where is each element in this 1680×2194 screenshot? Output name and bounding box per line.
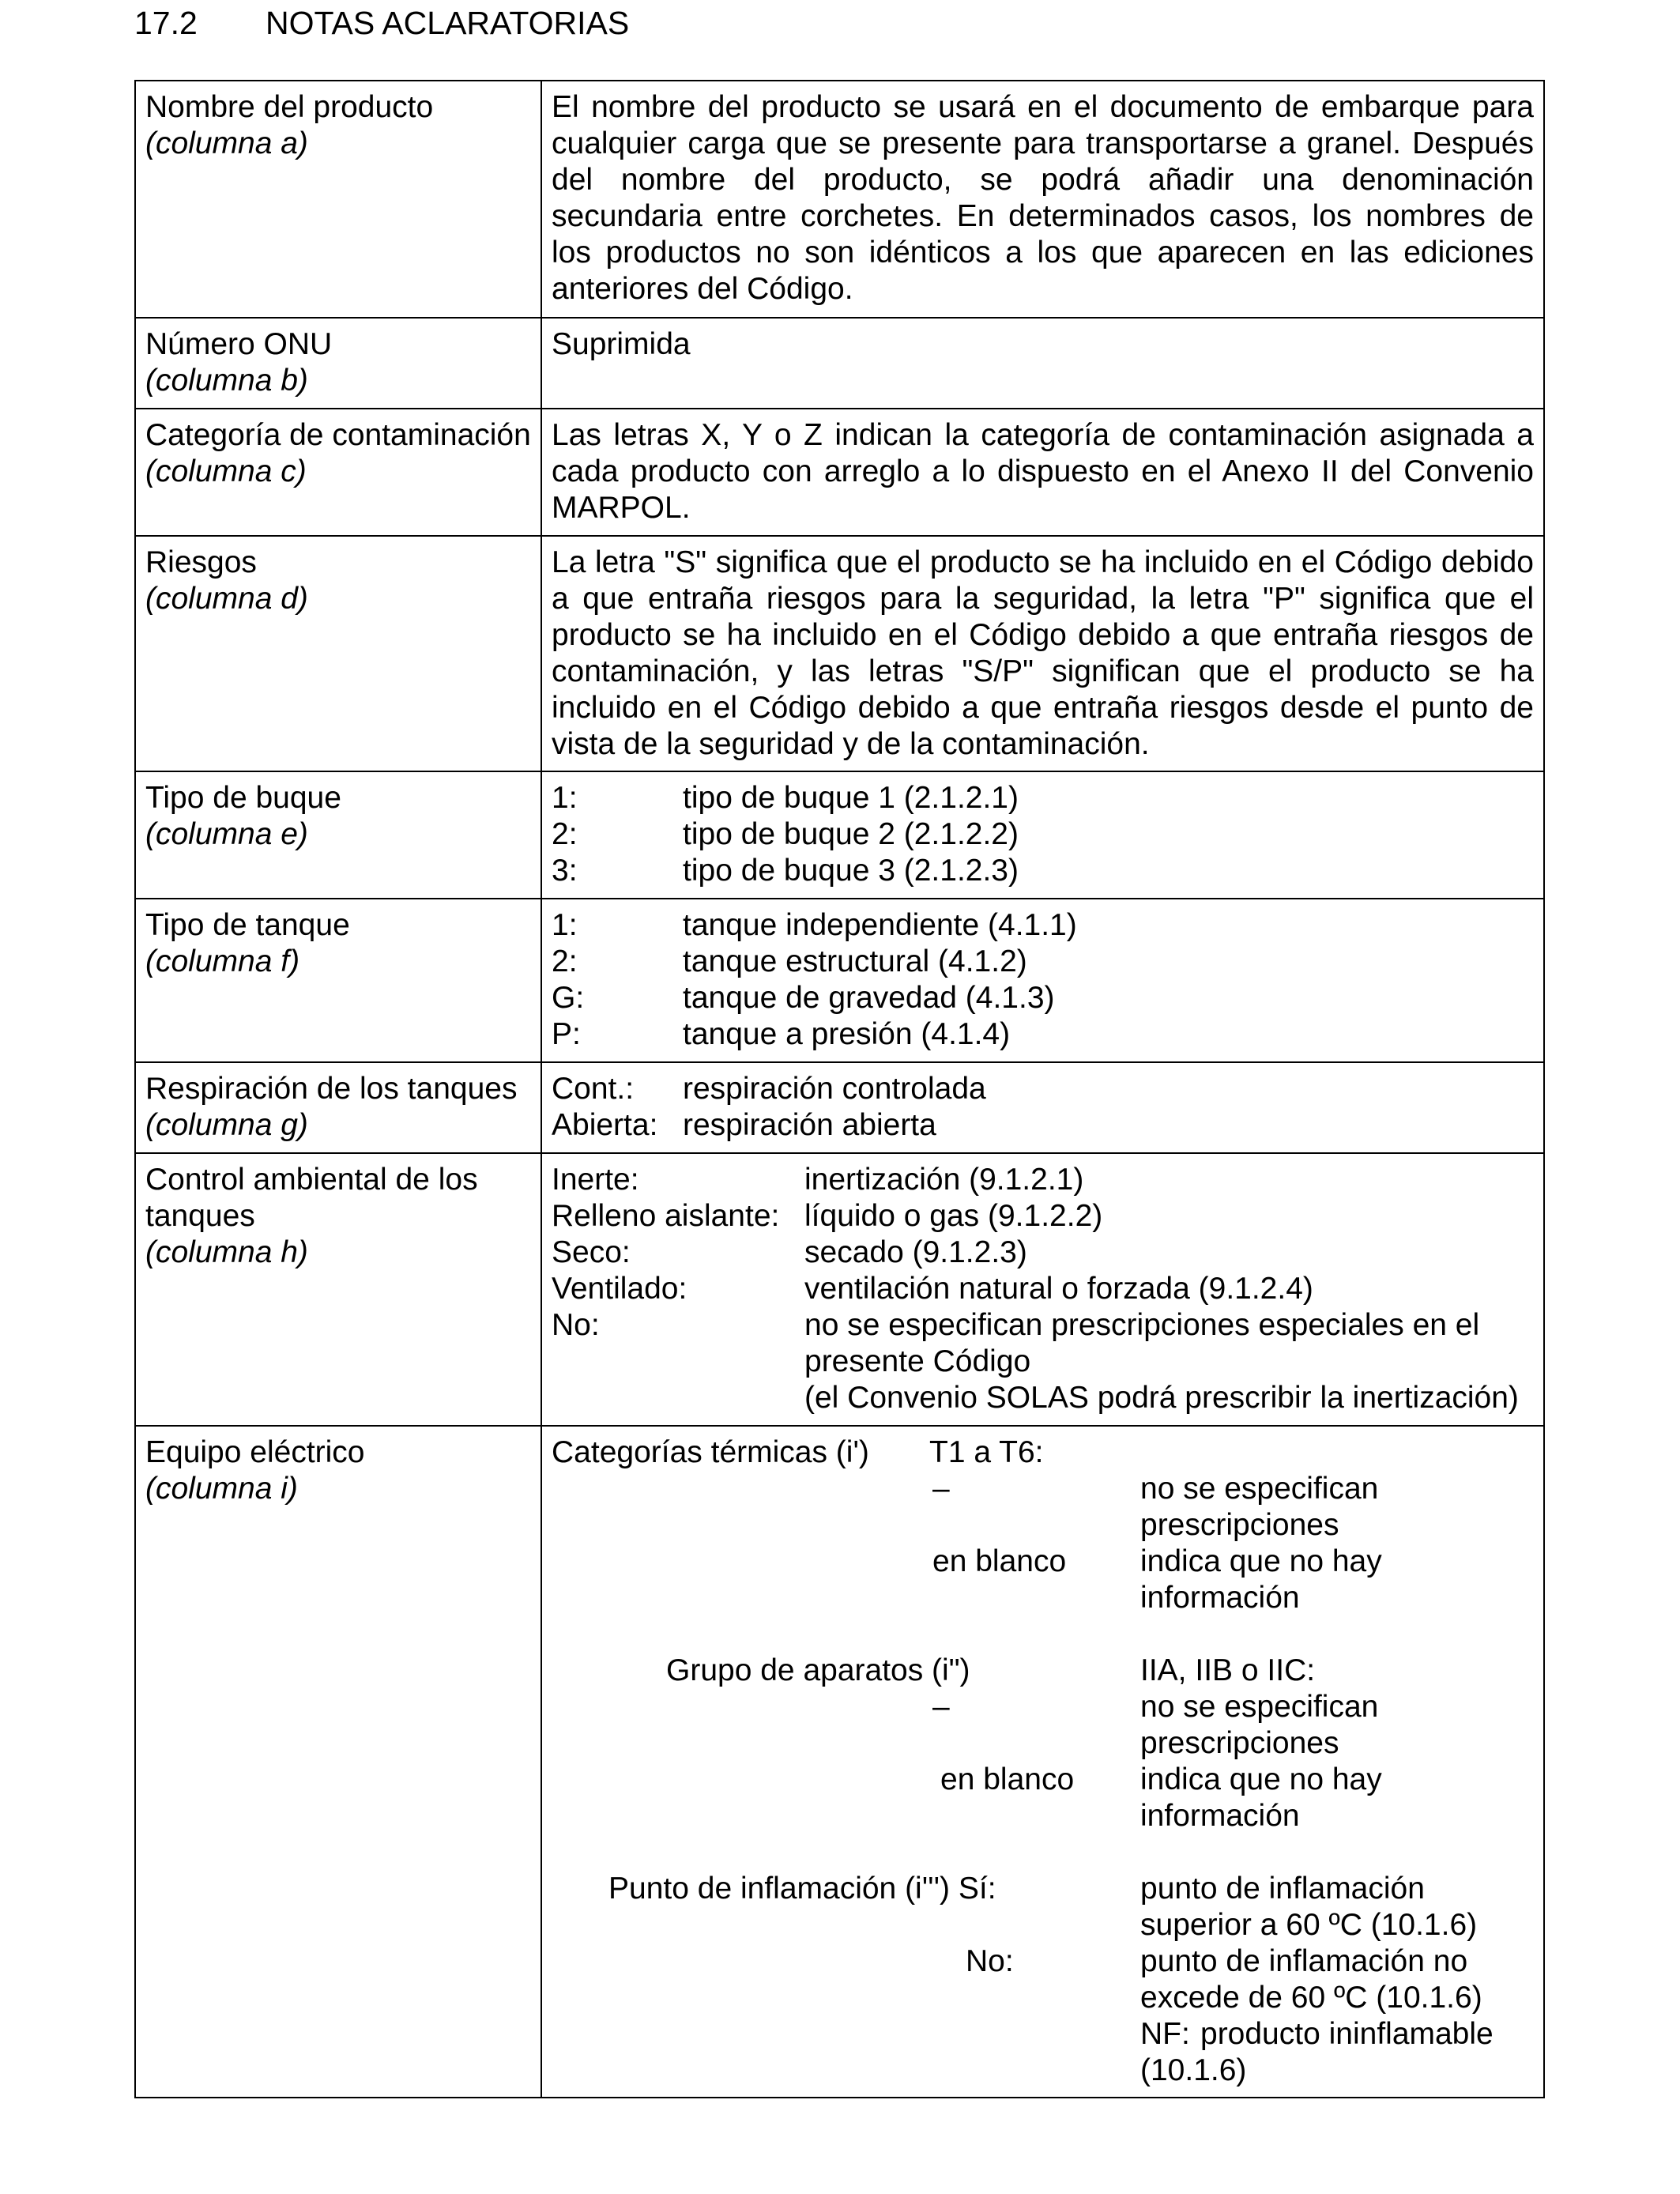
table-row: [135, 1426, 1544, 2098]
definition-value: ventilación natural o forzada (9.1.2.4): [804, 1272, 1313, 1306]
definition-item: [552, 944, 1534, 980]
table-row: [135, 318, 1544, 409]
row-column-ref: (columna a): [145, 126, 308, 160]
definition-value: (el Convenio SOLAS podrá prescribir la inertización): [804, 1381, 1519, 1415]
row-definitions: [541, 899, 1544, 1062]
row-label-cell: [135, 409, 541, 536]
flash-point-no-line: [552, 1943, 1534, 2016]
definition-item: [552, 1198, 1534, 1235]
definition-item: [552, 780, 1534, 816]
row-label-cell: [135, 1426, 541, 2098]
definition-value: tanque estructural (4.1.2): [683, 944, 1027, 978]
definition-key: Cont.:: [552, 1072, 635, 1106]
row-column-ref: (columna e): [145, 817, 308, 851]
table-row: [135, 409, 1544, 536]
apparatus-group-label: Grupo de aparatos (i"): [666, 1653, 970, 1687]
apparatus-group-line: [552, 1653, 1534, 1689]
row-label: Tipo de buque: [145, 781, 341, 815]
flash-point-label: Punto de inflamación (i''') Sí:: [608, 1872, 996, 1906]
electrical-equipment-details: [541, 1426, 1544, 2098]
table-row: [135, 1153, 1544, 1426]
row-label-cell: [135, 771, 541, 899]
flash-point-nf-text: producto ininflamable (10.1.6): [1140, 2017, 1494, 2087]
row-description: El nombre del producto se usará en el documento de embarque para cualquier carga que se presente para transportarse a granel. Después del nombre del producto, se podrá añadir una denominación secundaria entre corchetes. En determinados casos, los nombres de los productos no son idénticos a los que aparecen en las ediciones anteriores del Código.: [541, 81, 1544, 318]
definition-value: tanque de gravedad (4.1.3): [683, 981, 1055, 1015]
row-column-ref: (columna d): [145, 582, 308, 616]
row-label: Respiración de los tanques: [145, 1072, 518, 1106]
definition-item: [552, 980, 1534, 1016]
row-column-ref: (columna h): [145, 1235, 308, 1269]
row-label: Categoría de contaminación: [145, 418, 531, 452]
definition-key: Abierta:: [552, 1108, 658, 1142]
notes-table: [134, 80, 1545, 2098]
definition-value: líquido o gas (9.1.2.2): [804, 1199, 1103, 1233]
row-label: Tipo de tanque: [145, 908, 350, 942]
flash-point-no-text: punto de inflamación no excede de 60 ºC (10.1.6): [1140, 1944, 1482, 2015]
apparatus-blank-text: indica que no hay información: [1140, 1762, 1382, 1833]
definition-key: No:: [552, 1308, 600, 1342]
row-label-cell: [135, 81, 541, 318]
thermal-blank-text: indica que no hay información: [1140, 1544, 1382, 1615]
definition-item: [552, 1271, 1534, 1307]
definition-value: no se especifican prescripciones especiales en el presente Código: [804, 1308, 1480, 1378]
definition-item: [552, 1380, 1534, 1416]
row-label-cell: [135, 1062, 541, 1153]
definition-item: [552, 1307, 1534, 1380]
definition-key: P:: [552, 1017, 581, 1051]
thermal-dash-text: no se especifican prescripciones: [1140, 1472, 1379, 1542]
definition-value: secado (9.1.2.3): [804, 1235, 1027, 1269]
definition-item: [552, 1016, 1534, 1053]
definition-key: G:: [552, 981, 585, 1015]
flash-point-no: No:: [966, 1944, 1014, 1978]
table-row: [135, 81, 1544, 318]
row-column-ref: (columna b): [145, 364, 308, 398]
apparatus-blank: en blanco: [940, 1762, 1075, 1796]
apparatus-dash-text: no se especifican prescripciones: [1140, 1690, 1379, 1760]
apparatus-blank-line: [552, 1762, 1534, 1834]
definition-value: tanque independiente (4.1.1): [683, 908, 1077, 942]
definition-item: [552, 1107, 1534, 1144]
definition-key: Ventilado:: [552, 1272, 687, 1306]
row-column-ref: (columna g): [145, 1108, 308, 1142]
row-column-ref: (columna i): [145, 1472, 298, 1506]
row-label: Número ONU: [145, 327, 333, 361]
row-label-cell: [135, 318, 541, 409]
flash-point-yes-text: punto de inflamación superior a 60 ºC (10.1.6): [1140, 1872, 1478, 1942]
definition-key: 2:: [552, 817, 578, 851]
definition-key: 1:: [552, 781, 578, 815]
definition-item: [552, 907, 1534, 944]
flash-point-yes-line: [552, 1871, 1534, 1943]
section-title: NOTAS ACLARATORIAS: [266, 5, 630, 41]
row-label: Riesgos: [145, 545, 257, 579]
apparatus-group-range: IIA, IIB o IIC:: [1140, 1653, 1316, 1687]
definition-key: Inerte:: [552, 1163, 639, 1197]
definition-value: tanque a presión (4.1.4): [683, 1017, 1011, 1051]
thermal-dash-line: [552, 1471, 1534, 1544]
definition-value: tipo de buque 3 (2.1.2.3): [683, 854, 1019, 888]
row-description: Suprimida: [541, 318, 1544, 409]
table-row: [135, 771, 1544, 899]
section-number: 17.2: [134, 5, 198, 41]
row-column-ref: (columna c): [145, 454, 307, 488]
thermal-blank-line: [552, 1544, 1534, 1616]
definition-key: 1:: [552, 908, 578, 942]
apparatus-dash-line: [552, 1689, 1534, 1762]
definition-key: Relleno aislante:: [552, 1199, 780, 1233]
row-label-cell: [135, 1153, 541, 1426]
flash-point-nf-line: [552, 2016, 1534, 2089]
definition-key: [552, 1380, 804, 1416]
thermal-category-label: Categorías térmicas (i'): [552, 1435, 869, 1469]
definition-value: tipo de buque 2 (2.1.2.2): [683, 817, 1019, 851]
row-label-cell: [135, 899, 541, 1062]
row-column-ref: (columna f): [145, 944, 300, 978]
row-definitions: [541, 771, 1544, 899]
row-label: Control ambiental de los tanques: [145, 1163, 478, 1233]
row-description: La letra "S" significa que el producto se ha incluido en el Código debido a que entraña riesgos para la seguridad, la letra "P" significa que el producto se ha incluido en el Código debido a que entraña riesgos de contaminación, y las letras "S/P" significan que el producto se ha incluido en el Código debido a que entraña riesgos desde el punto de vista de la seguridad y de la contaminación.: [541, 536, 1544, 771]
thermal-category-range: T1 a T6:: [929, 1435, 1044, 1469]
row-label-cell: [135, 536, 541, 771]
flash-point-nf-block: [1140, 2016, 1534, 2089]
row-label: Equipo eléctrico: [145, 1435, 365, 1469]
definition-item: [552, 1071, 1534, 1107]
thermal-dash: –: [932, 1472, 950, 1506]
definition-value: respiración controlada: [683, 1072, 986, 1106]
definition-value: respiración abierta: [683, 1108, 936, 1142]
definition-item: [552, 816, 1534, 853]
row-description: Las letras X, Y o Z indican la categoría de contaminación asignada a cada producto con arreglo a lo dispuesto en el Anexo II del Convenio MARPOL.: [541, 409, 1544, 536]
row-label: Nombre del producto: [145, 90, 434, 124]
table-row: [135, 1062, 1544, 1153]
definition-item: [552, 1235, 1534, 1271]
definition-key: 3:: [552, 854, 578, 888]
section-heading: [134, 3, 629, 43]
definition-item: [552, 853, 1534, 889]
definition-value: inertización (9.1.2.1): [804, 1163, 1084, 1197]
apparatus-dash: –: [932, 1690, 950, 1724]
definition-item: [552, 1162, 1534, 1198]
definition-key: 2:: [552, 944, 578, 978]
row-definitions: [541, 1062, 1544, 1153]
row-definitions: [541, 1153, 1544, 1426]
flash-point-nf: NF:: [1140, 2017, 1190, 2051]
table-row: [135, 899, 1544, 1062]
thermal-category-line: [552, 1434, 1534, 1471]
thermal-blank: en blanco: [932, 1544, 1067, 1578]
definition-key: Seco:: [552, 1235, 631, 1269]
definition-value: tipo de buque 1 (2.1.2.1): [683, 781, 1019, 815]
table-row: [135, 536, 1544, 771]
